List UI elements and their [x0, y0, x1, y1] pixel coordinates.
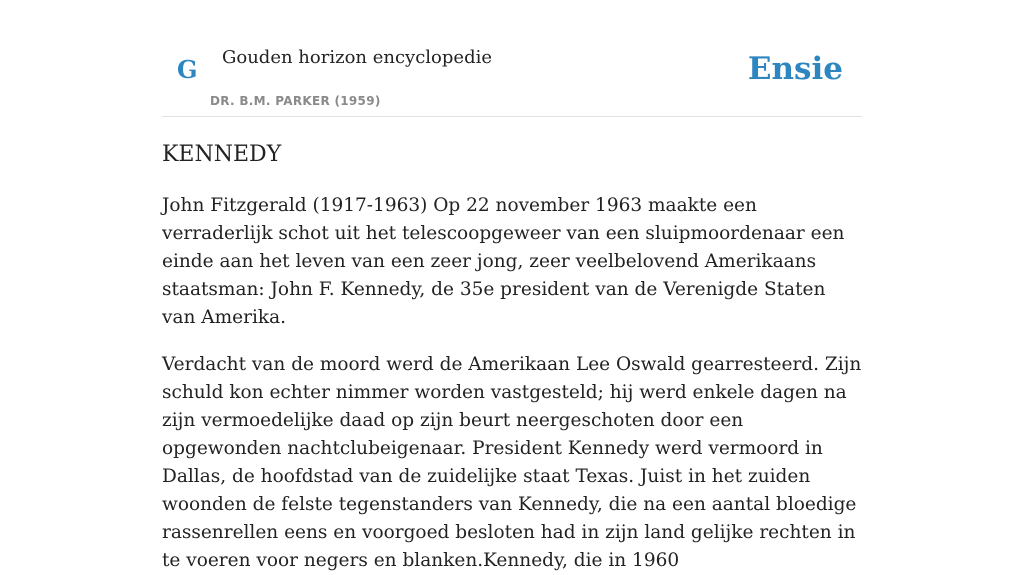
source-title[interactable]: Gouden horizon encyclopedie: [222, 47, 492, 68]
brand-logo[interactable]: Ensie: [747, 51, 843, 87]
article-paragraph: Verdacht van de moord werd de Amerikaan Lee Oswald gearresteerd. Zijn schuld kon echter nimmer worden vastgesteld; hij werd enkele dagen na zijn vermoedelijke daad op zijn beurt neergeschoten door een opgewonden nachtclubeigenaar. President Kennedy werd vermoord in Dallas, de hoofdstad van de zuidelijke staat Texas. Juist in het zuiden woonden de felste tegenstanders van Kennedy, die na een aantal bloedige rassenrellen eens en voorgoed besloten had in zijn land gelijke rechten in te voeren voor negers en blanken.Kennedy, die in 1960: [162, 354, 862, 571]
source-logo-icon[interactable]: G: [177, 55, 198, 84]
article-headword: KENNEDY: [162, 142, 282, 167]
article: [162, 138, 862, 575]
source-header: [162, 0, 862, 117]
article-paragraph: John Fitzgerald (1917-1963) Op 22 november 1963 maakte een verraderlijk schot uit het telescoopgeweer van een sluipmoordenaar een einde aan het leven van een zeer jong, zeer veelbelovend Amerikaans staatsman: John F. Kennedy, de 35e president van de Verenigde Staten van Amerika.: [162, 195, 845, 328]
source-author: DR. B.M. PARKER (1959): [210, 94, 381, 108]
